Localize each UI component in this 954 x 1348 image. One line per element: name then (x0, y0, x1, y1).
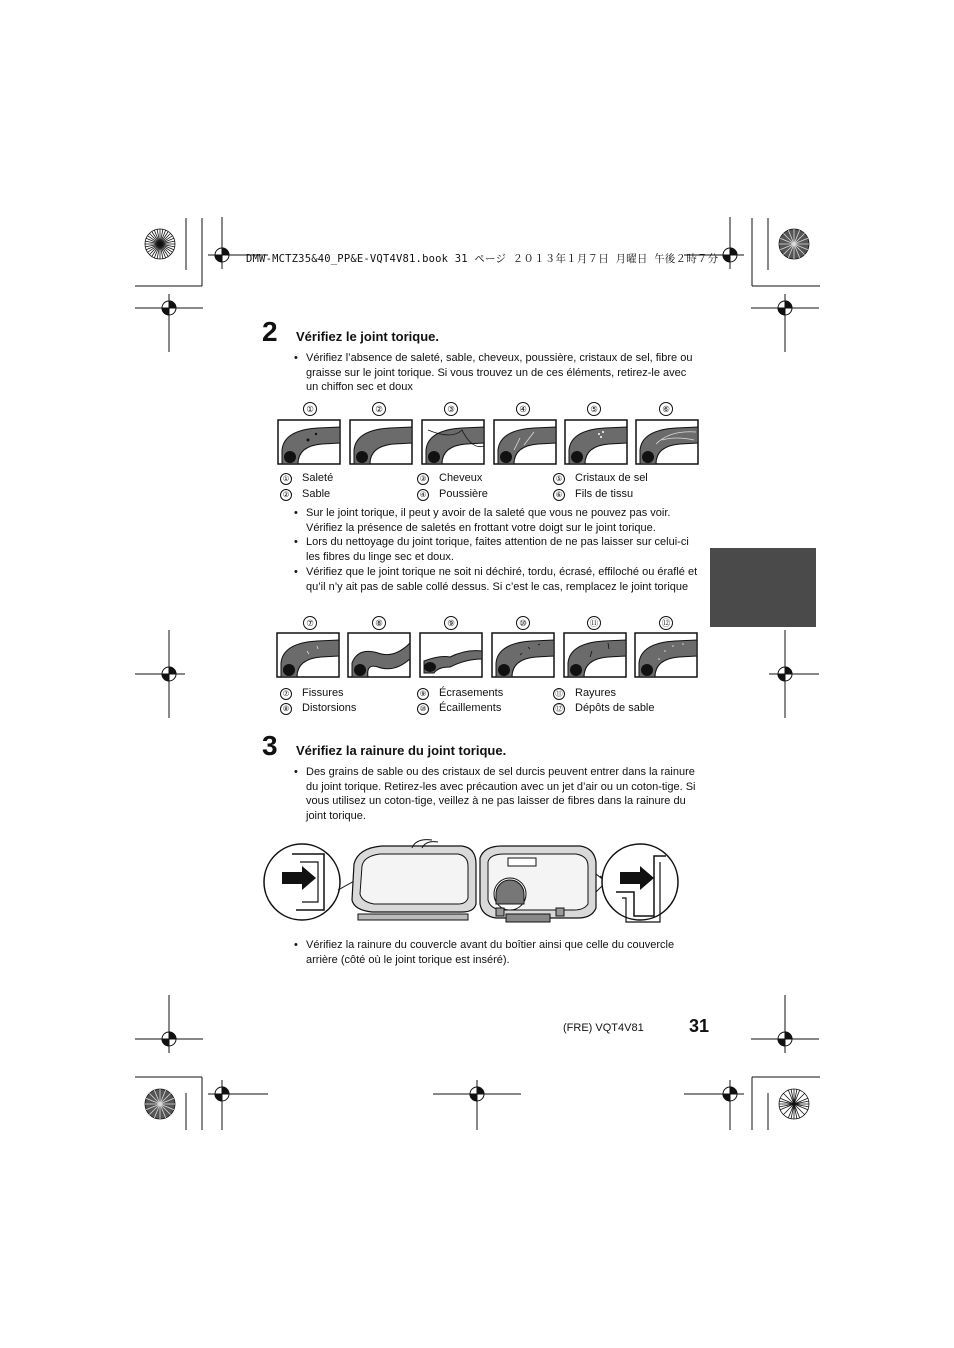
legend-label: Sable (302, 488, 331, 500)
legend-label: Rayures (575, 687, 616, 699)
figure-number: ⑧ (372, 616, 386, 630)
legend-label: Saleté (302, 472, 334, 484)
oring-distortion (348, 633, 410, 677)
figure-number: ⑥ (659, 402, 673, 416)
bullet-text: Lors du nettoyage du joint torique, faites attention de ne pas laisser sur celui-ci les fibres du linge sec et doux. (306, 536, 689, 563)
step-3-number: 3 (262, 730, 278, 761)
bullet-text: Sur le joint torique, il peut y avoir de la saleté que vous ne pouvez pas voir. Vérifiez la présence de saletés en frottant votre doigt sur le joint torique. (306, 507, 671, 534)
legend-number: ⑤ (553, 473, 565, 485)
step-2-number: 2 (262, 316, 278, 347)
legend-number: ② (280, 489, 292, 501)
legend-number: ⑩ (417, 703, 429, 715)
legend-label: Dépôts de sable (575, 702, 655, 714)
page-number: 31 (689, 1016, 710, 1036)
oring-cracks (277, 633, 339, 677)
housing-groove-illustration (262, 834, 682, 938)
oring-peeling (492, 633, 554, 677)
step-2-bullet-3 (294, 535, 699, 565)
bullet-text: Des grains de sable ou des cristaux de sel durcis peuvent entrer dans la rainure du joint torique. Retirez-les avec précaution avec un jet d’air ou un coton-tige. Si vous utilisez un coton-tige, veillez à ne pas laisser de fibres dans la rainure du joint torique. (306, 766, 696, 822)
chapter-side-tab (710, 548, 816, 627)
figure-number: ⑩ (516, 616, 530, 630)
bullet-glyph: • (294, 566, 298, 578)
bullet-glyph: • (294, 766, 298, 778)
figure-number: ⑤ (587, 402, 601, 416)
legend-number: ⑫ (553, 703, 565, 715)
legend-number: ⑨ (417, 688, 429, 700)
oring-fabric-threads (636, 420, 698, 464)
bullet-glyph: • (294, 536, 298, 548)
oring-salt-crystals (565, 420, 627, 464)
oring-dust (494, 420, 556, 464)
legend-label: Fils de tissu (575, 488, 634, 500)
figure-number: ④ (516, 402, 530, 416)
legend-number: ⑥ (553, 489, 565, 501)
print-info-header: DMW-MCTZ35&40_PP&E-VQT4V81.book 31 ページ ２０１３年１月７日 月曜日 午後２時７分 (246, 253, 719, 265)
step-2-title: Vérifiez le joint torique. (296, 329, 440, 344)
legend-number: ③ (417, 473, 429, 485)
oring-dirt (278, 420, 340, 464)
oring-hair (422, 420, 484, 464)
figure-number: ⑨ (444, 616, 458, 630)
step-3-title: Vérifiez la rainure du joint torique. (296, 743, 507, 758)
legend-number: ④ (417, 489, 429, 501)
step-2-bullet-1 (294, 351, 699, 395)
figure-number: ③ (444, 402, 458, 416)
legend-number: ⑧ (280, 703, 292, 715)
oring-sand-deposits (635, 633, 697, 677)
step-3-bullet-2 (294, 938, 699, 968)
oring-scratches (564, 633, 626, 677)
oring-sand (350, 420, 412, 464)
oring-illustrations-row-1 (276, 418, 702, 468)
legend-number: ⑦ (280, 688, 292, 700)
legend-label: Écrasements (439, 687, 504, 699)
legend-number: ⑪ (553, 688, 565, 700)
oring-illustrations-row-2 (275, 631, 703, 681)
legend-label: Cristaux de sel (575, 472, 648, 484)
legend-label: Distorsions (302, 702, 357, 714)
legend-label: Poussière (439, 488, 488, 500)
bullet-text: Vérifiez l’absence de saleté, sable, cheveux, poussière, cristaux de sel, fibre ou graisse sur le joint torique. Si vous trouvez un de ces éléments, retirez-le avec un chiffon sec et doux (306, 352, 693, 394)
legend-label: Cheveux (439, 472, 483, 484)
figure-number: ⑪ (587, 616, 601, 630)
figure-number: ② (372, 402, 386, 416)
legend-label: Écaillements (439, 702, 502, 714)
legend-number: ① (280, 473, 292, 485)
step-3-bullet-1 (294, 765, 699, 825)
bullet-glyph: • (294, 352, 298, 364)
figure-number: ① (303, 402, 317, 416)
oring-crushing (420, 633, 482, 677)
bullet-text: Vérifiez que le joint torique ne soit ni déchiré, tordu, écrasé, effiloché ou éraflé et qu’il n’y ait pas de sable collé dessus. Si c’est le cas, remplacez le joint torique (306, 566, 698, 593)
legend-label: Fissures (302, 687, 344, 699)
figure-number: ⑦ (303, 616, 317, 630)
step-2-bullet-2 (294, 506, 699, 536)
bullet-glyph: • (294, 939, 298, 951)
figure-number: ⑫ (659, 616, 673, 630)
bullet-text: Vérifiez la rainure du couvercle avant du boîtier ainsi que celle du couvercle arrière (côté où le joint torique est inséré). (306, 939, 675, 966)
document-code: (FRE) VQT4V81 (563, 1022, 644, 1034)
step-2-bullet-4 (294, 565, 699, 609)
bullet-glyph: • (294, 507, 298, 519)
